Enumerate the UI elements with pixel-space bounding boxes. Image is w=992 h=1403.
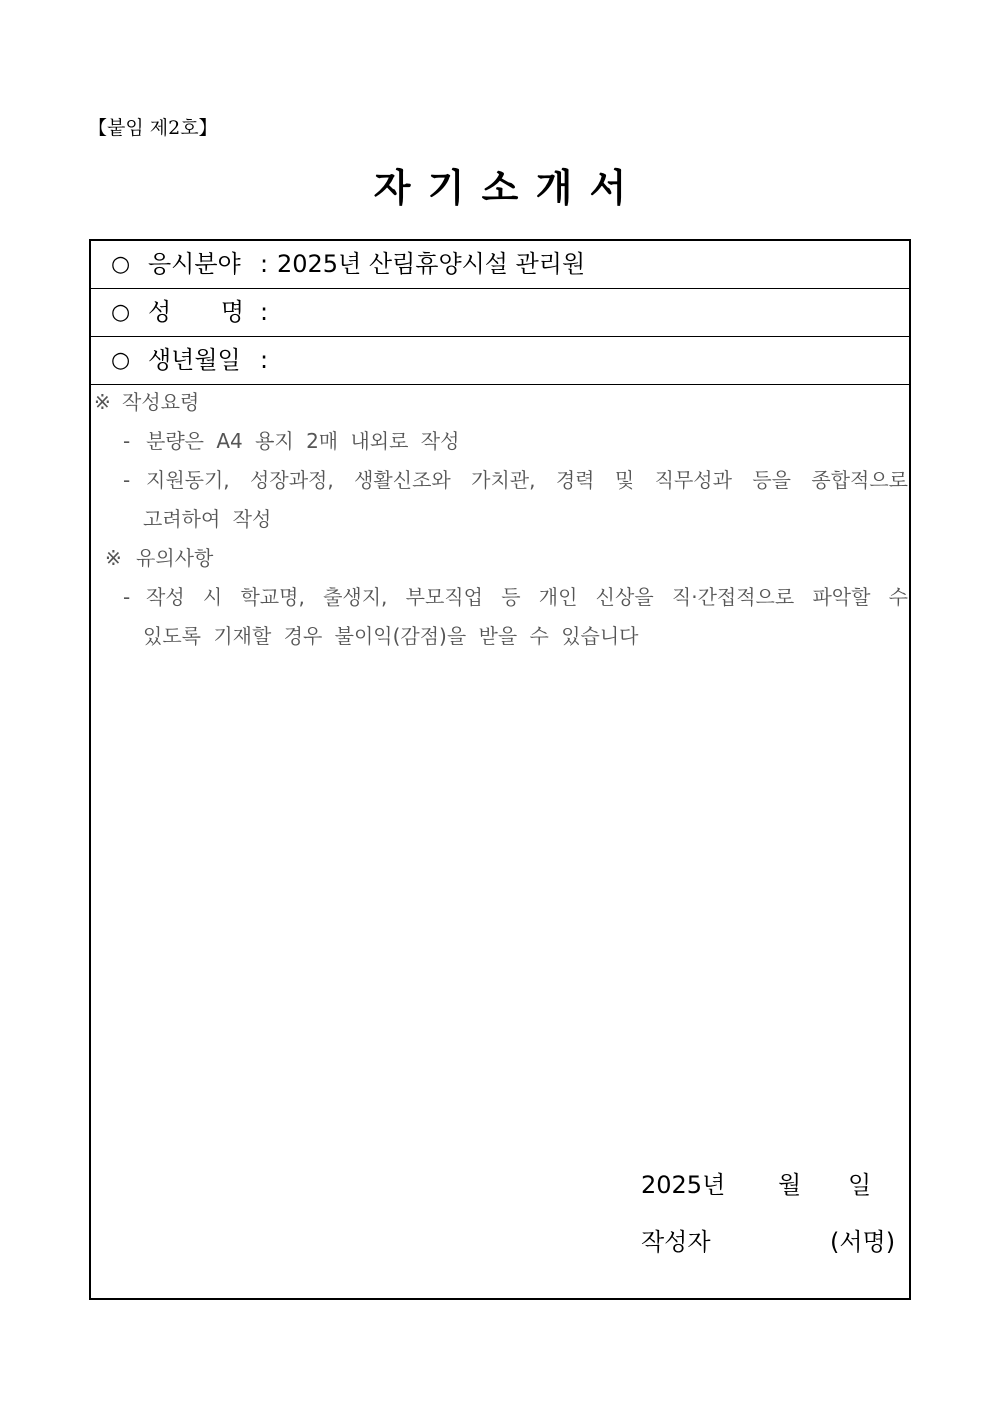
cautions-heading — [91, 539, 909, 578]
writing-instructions — [91, 383, 909, 656]
writing-guide-item-text: 지원동기, 성장과정, 생활신조와 가치관, 경력 및 직무성과 등을 종합적으로 — [146, 468, 908, 492]
cautions-heading-text: 유의사항 — [136, 546, 214, 570]
writing-guide-heading-text: 작성요령 — [122, 390, 200, 414]
field-label-application-area: 응시분야 — [148, 250, 241, 278]
field-value-application-area: 2025년 산림휴양시설 관리원 — [277, 250, 586, 278]
signature-month: 월 — [778, 1171, 802, 1199]
field-separator: : — [260, 346, 269, 374]
field-label-birth-date: 생년월일 — [148, 346, 241, 374]
reference-mark-icon: ※ — [94, 390, 111, 414]
cautions-item — [91, 578, 909, 617]
reference-mark-icon: ※ — [105, 546, 122, 570]
cautions-item-continuation: 있도록 기재할 경우 불이익(감점)을 받을 수 있습니다 — [143, 624, 639, 648]
signature-day: 일 — [848, 1171, 872, 1199]
field-row-application-area — [91, 241, 909, 289]
field-row-birth-date — [91, 337, 909, 385]
document-title: 자 기 소 개 서 — [373, 166, 627, 210]
circle-bullet-icon: ○ — [111, 348, 131, 373]
dash-bullet: - — [123, 585, 131, 609]
signature-sign-label: (서명) — [830, 1228, 896, 1256]
writing-guide-item — [91, 461, 909, 500]
field-separator: : — [260, 250, 269, 278]
dash-bullet: - — [123, 429, 131, 453]
attachment-label: 【붙임 제2호】 — [88, 117, 218, 139]
signature-year: 2025년 — [641, 1171, 726, 1199]
writing-guide-item-text: 분량은 A4 용지 2매 내외로 작성 — [146, 429, 460, 453]
cautions-item-text: 작성 시 학교명, 출생지, 부모직업 등 개인 신상을 직·간접적으로 파악할 수 — [146, 585, 908, 609]
circle-bullet-icon: ○ — [111, 300, 131, 325]
writing-guide-item-continuation: 고려하여 작성 — [143, 507, 272, 531]
field-separator: : — [260, 298, 269, 326]
field-label-name: 성 명 — [148, 298, 244, 326]
circle-bullet-icon: ○ — [111, 252, 131, 277]
field-row-name — [91, 289, 909, 337]
self-introduction-form — [89, 239, 911, 1300]
writing-guide-heading — [91, 383, 909, 422]
signature-writer-label: 작성자 — [641, 1228, 711, 1256]
writing-guide-item — [91, 422, 909, 461]
dash-bullet: - — [123, 468, 131, 492]
